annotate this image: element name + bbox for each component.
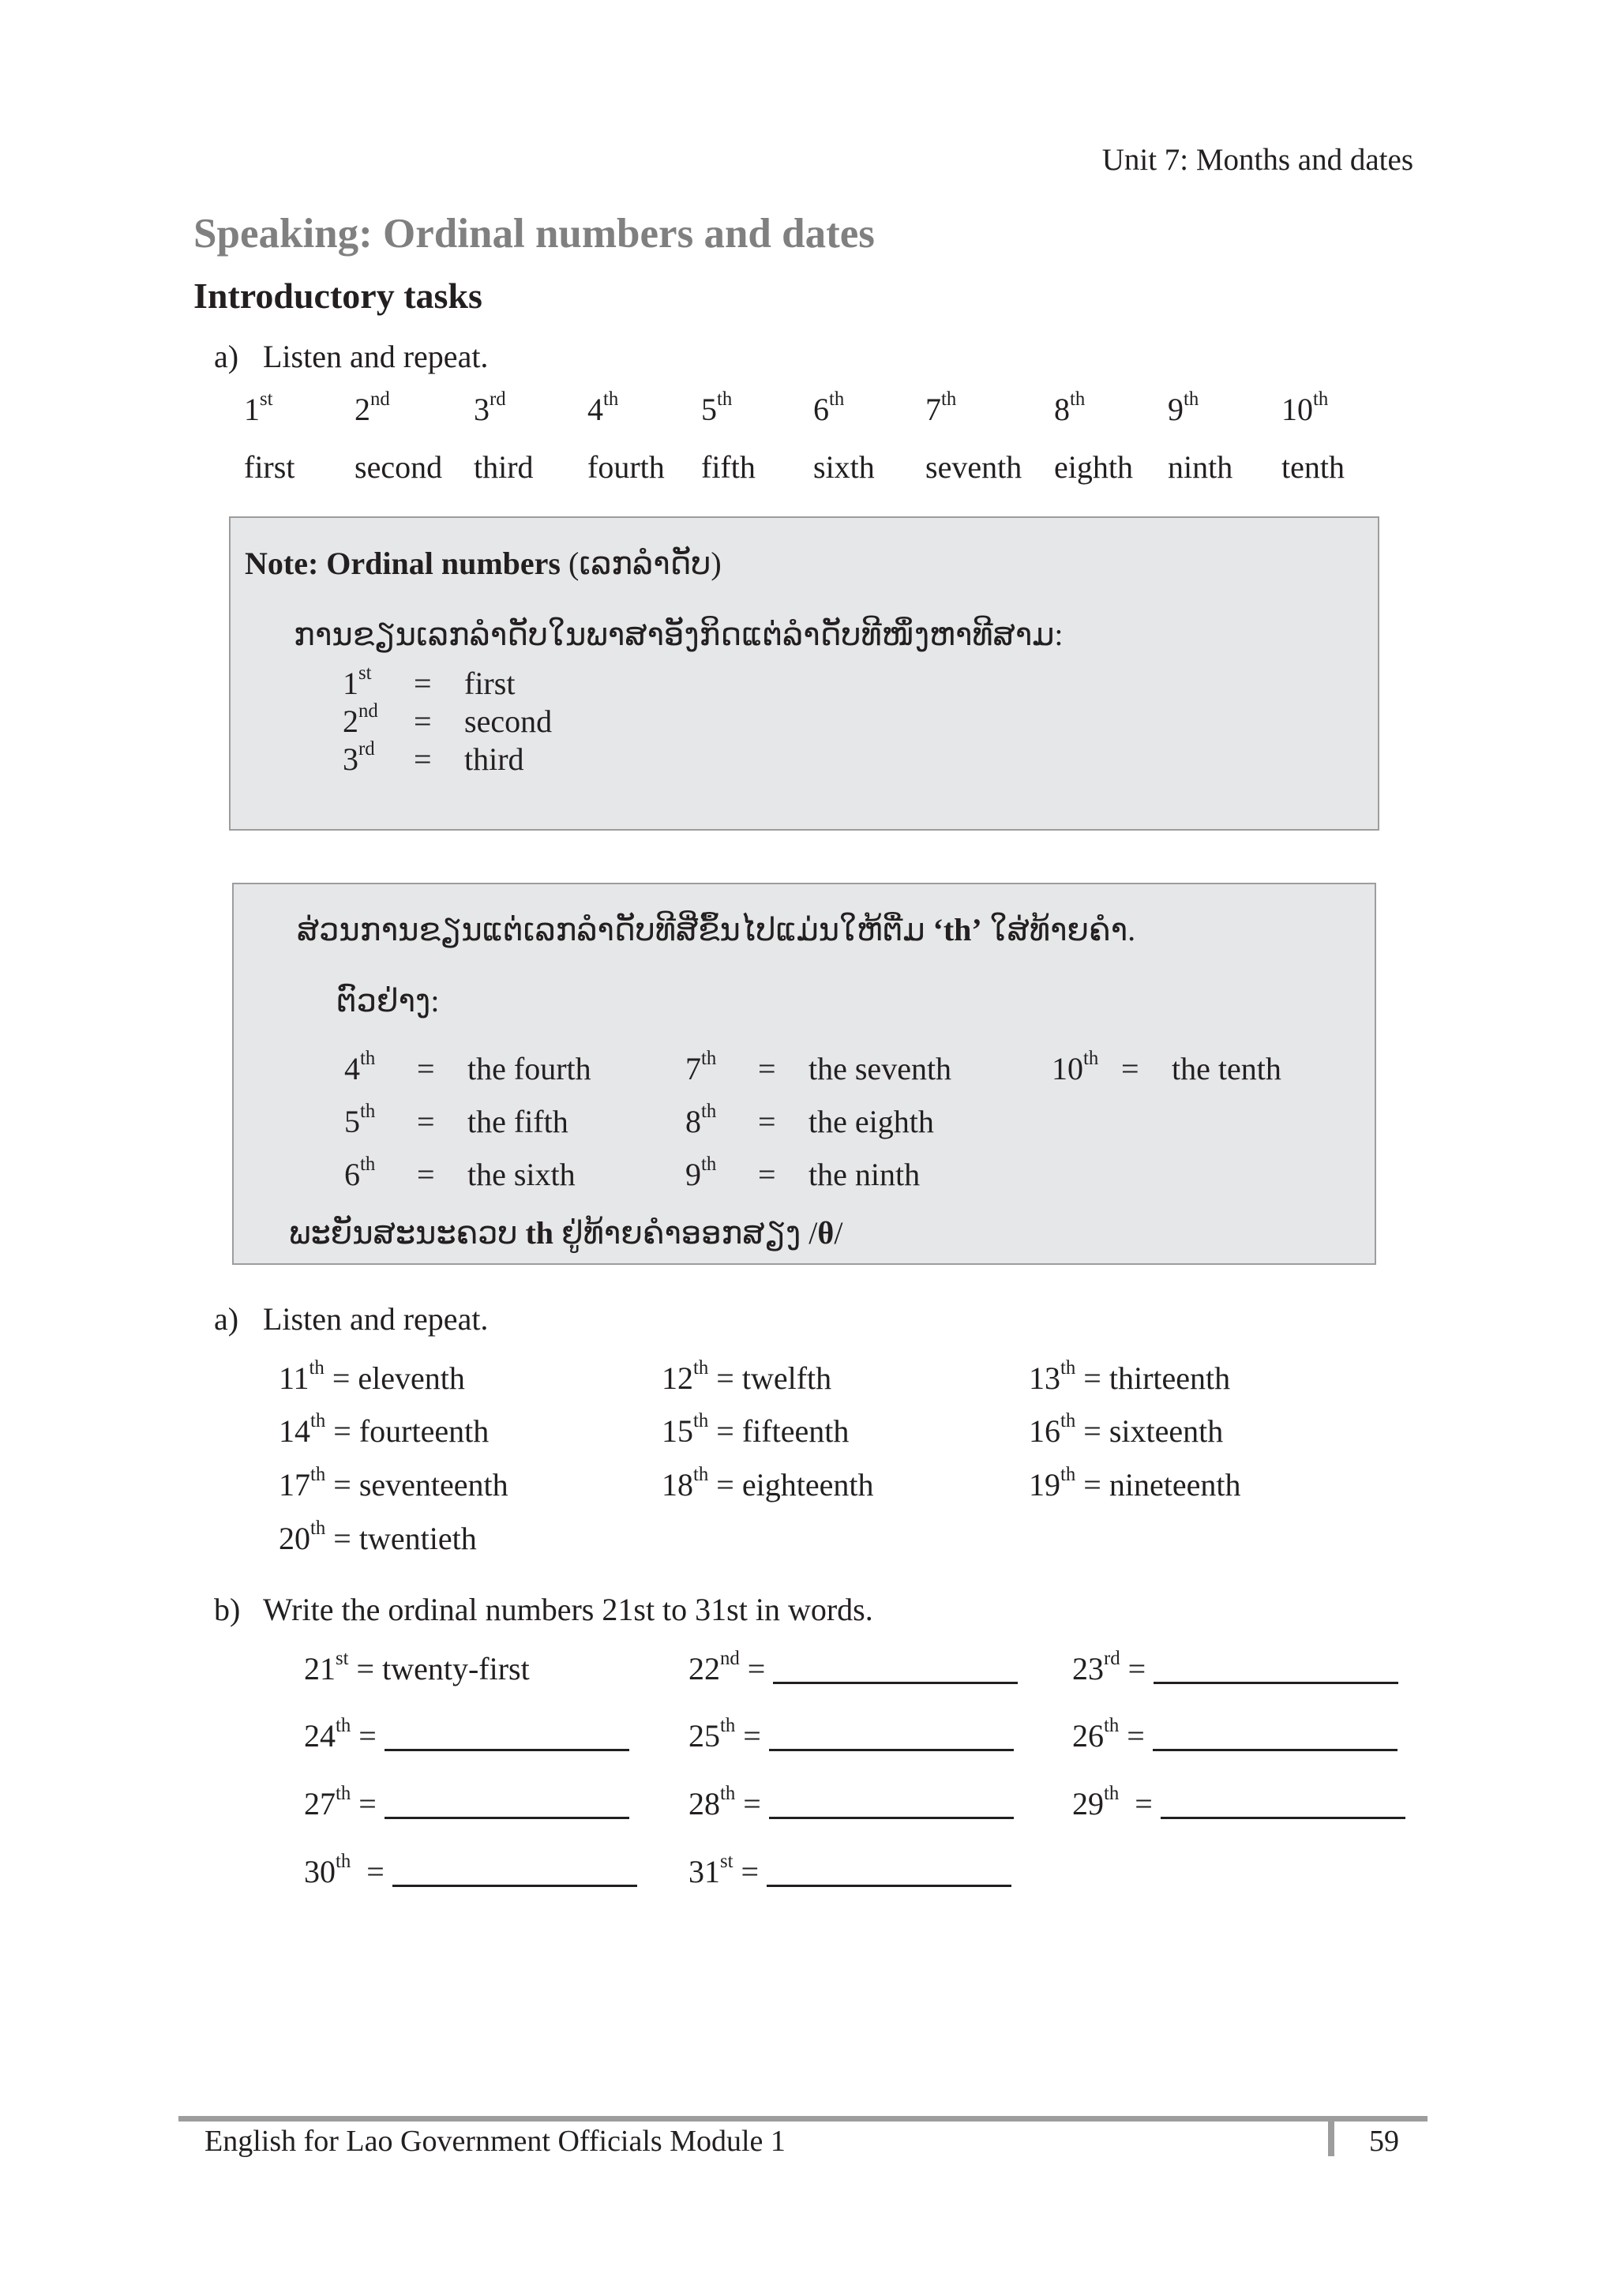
note-intro-lao: ການຂຽນເລກລຳດັບໃນພາສາອັງກິດແຕ່ລຳດັບທີໜຶ່ງຫາທີສາມ:: [294, 617, 1064, 652]
note-row: 7th: [685, 1048, 717, 1086]
equals-sign: =: [414, 703, 432, 739]
ordinal-number: 6th: [813, 388, 845, 427]
task-label: a): [214, 1301, 239, 1337]
list-item: 12th = twelfth: [662, 1357, 832, 1396]
ordinal-word: seventh: [925, 449, 1022, 485]
answer-blank[interactable]: [1161, 1788, 1405, 1819]
answer-item: 23rd =: [1072, 1650, 1398, 1687]
ordinal-word: first: [244, 449, 295, 485]
answer-item: 27th =: [304, 1785, 629, 1822]
note-word: the seventh: [808, 1051, 952, 1086]
ordinal-word: tenth: [1281, 449, 1345, 485]
answer-item: 22nd =: [688, 1650, 1018, 1687]
example-label: ຕົວຢ່າງ:: [336, 983, 440, 1019]
note-box-th-suffix: [232, 883, 1376, 1265]
note-row: 3rd: [343, 738, 375, 777]
answer-item: 31st =: [688, 1853, 1011, 1890]
note-box-ordinal-numbers: [229, 516, 1379, 831]
task-text: Listen and repeat.: [263, 1301, 489, 1337]
answer-blank[interactable]: [1153, 1720, 1398, 1751]
note-intro-lao: ສ່ວນການຂຽນແຕ່ເລກລຳດັບທີສີ່ຂຶ້ນໄປແມ່ນໃຫ້ຕື່ມ ‘th’ ໃສ່ທ້າຍຄຳ.: [297, 912, 1136, 947]
list-item: 13th = thirteenth: [1029, 1357, 1231, 1396]
page-number: 59: [1369, 2125, 1399, 2158]
answer-item: 24th =: [304, 1717, 629, 1754]
ordinal-number: 10th: [1281, 388, 1329, 427]
equals-sign: =: [417, 1051, 435, 1086]
note-row: 1st: [343, 662, 372, 701]
equals-sign: =: [758, 1104, 776, 1139]
note-row: 5th: [344, 1101, 376, 1139]
task-label: b): [214, 1592, 241, 1627]
equals-sign: =: [1121, 1051, 1139, 1086]
list-item: 17th = seventeenth: [279, 1464, 508, 1503]
note-heading: Note: Ordinal numbers (ເລກລຳດັບ): [245, 546, 722, 581]
footer-title: English for Lao Government Officials Module 1: [204, 2125, 786, 2158]
answer-item: 28th =: [688, 1785, 1014, 1822]
list-item: 11th = eleventh: [279, 1357, 465, 1396]
equals-sign: =: [758, 1051, 776, 1086]
note-word: the eighth: [808, 1104, 934, 1139]
footer-rule: [178, 2116, 1428, 2122]
answer-item: 26th =: [1072, 1717, 1398, 1754]
ordinal-word: ninth: [1168, 449, 1233, 485]
answer-blank[interactable]: [769, 1788, 1014, 1819]
note-pronunciation: ພະຍັນສະນະຄວບ th ຢູ່ທ້າຍຄຳອອກສຽງ /θ/: [289, 1215, 843, 1251]
section-title: Speaking: Ordinal numbers and dates: [193, 211, 875, 257]
list-item: 20th = twentieth: [279, 1518, 477, 1556]
task-2-instruction: [214, 1300, 488, 1337]
answer-blank[interactable]: [392, 1856, 637, 1887]
ordinal-number: 8th: [1054, 388, 1086, 427]
ordinal-word: fifth: [701, 449, 756, 485]
answer-blank[interactable]: [773, 1653, 1018, 1684]
answer-item: 30th =: [304, 1853, 637, 1890]
running-header: Unit 7: Months and dates: [1101, 143, 1413, 177]
equals-sign: =: [414, 666, 432, 701]
ordinal-number: 2nd: [355, 388, 390, 427]
answer-blank[interactable]: [385, 1788, 629, 1819]
answer-item: 29th =: [1072, 1785, 1405, 1822]
equals-sign: =: [417, 1104, 435, 1139]
ordinal-word: second: [355, 449, 443, 485]
note-row: 10th: [1052, 1048, 1099, 1086]
answer-blank[interactable]: [385, 1720, 629, 1751]
ordinal-number: 3rd: [474, 388, 506, 427]
note-word: first: [464, 666, 516, 701]
task-text: Listen and repeat.: [263, 339, 489, 374]
ordinal-numbers-row: [0, 388, 1617, 430]
note-word: the sixth: [467, 1157, 576, 1192]
task-1-instruction: [214, 338, 488, 375]
note-row: 4th: [344, 1048, 376, 1086]
answer-item: 25th =: [688, 1717, 1014, 1754]
footer-divider: [1328, 2118, 1334, 2156]
ordinal-number: 5th: [701, 388, 733, 427]
ordinal-number: 9th: [1168, 388, 1199, 427]
list-item: 15th = fifteenth: [662, 1410, 850, 1449]
note-row: 6th: [344, 1154, 376, 1192]
note-word: the fifth: [467, 1104, 568, 1139]
equals-sign: =: [758, 1157, 776, 1192]
ordinal-words-row: [0, 448, 1617, 488]
answer-item: 21st = twenty-first: [304, 1648, 530, 1686]
answer-blank[interactable]: [1154, 1653, 1398, 1684]
ordinal-word: sixth: [813, 449, 875, 485]
task-3-instruction: [214, 1591, 873, 1628]
ordinal-word: fourth: [587, 449, 665, 485]
note-word: third: [464, 741, 524, 777]
note-row: 2nd: [343, 700, 378, 739]
list-item: 14th = fourteenth: [279, 1410, 490, 1449]
list-item: 19th = nineteenth: [1029, 1464, 1241, 1503]
answer-blank[interactable]: [769, 1720, 1014, 1751]
note-row: 9th: [685, 1154, 717, 1192]
equals-sign: =: [414, 741, 432, 777]
list-item: 16th = sixteenth: [1029, 1410, 1224, 1449]
task-text: Write the ordinal numbers 21st to 31st in words.: [263, 1592, 873, 1627]
answer-blank[interactable]: [767, 1856, 1011, 1887]
note-word: the fourth: [467, 1051, 591, 1086]
ordinal-number: 7th: [925, 388, 957, 427]
equals-sign: =: [417, 1157, 435, 1192]
ordinal-word: third: [474, 449, 534, 485]
task-label: a): [214, 339, 239, 374]
section-subtitle: Introductory tasks: [193, 276, 482, 316]
note-word: second: [464, 703, 553, 739]
list-item: 18th = eighteenth: [662, 1464, 874, 1503]
note-row: 8th: [685, 1101, 717, 1139]
ordinal-word: eighth: [1054, 449, 1133, 485]
note-word: the tenth: [1172, 1051, 1281, 1086]
ordinal-number: 4th: [587, 388, 619, 427]
note-word: the ninth: [808, 1157, 921, 1192]
ordinal-number: 1st: [244, 388, 273, 427]
